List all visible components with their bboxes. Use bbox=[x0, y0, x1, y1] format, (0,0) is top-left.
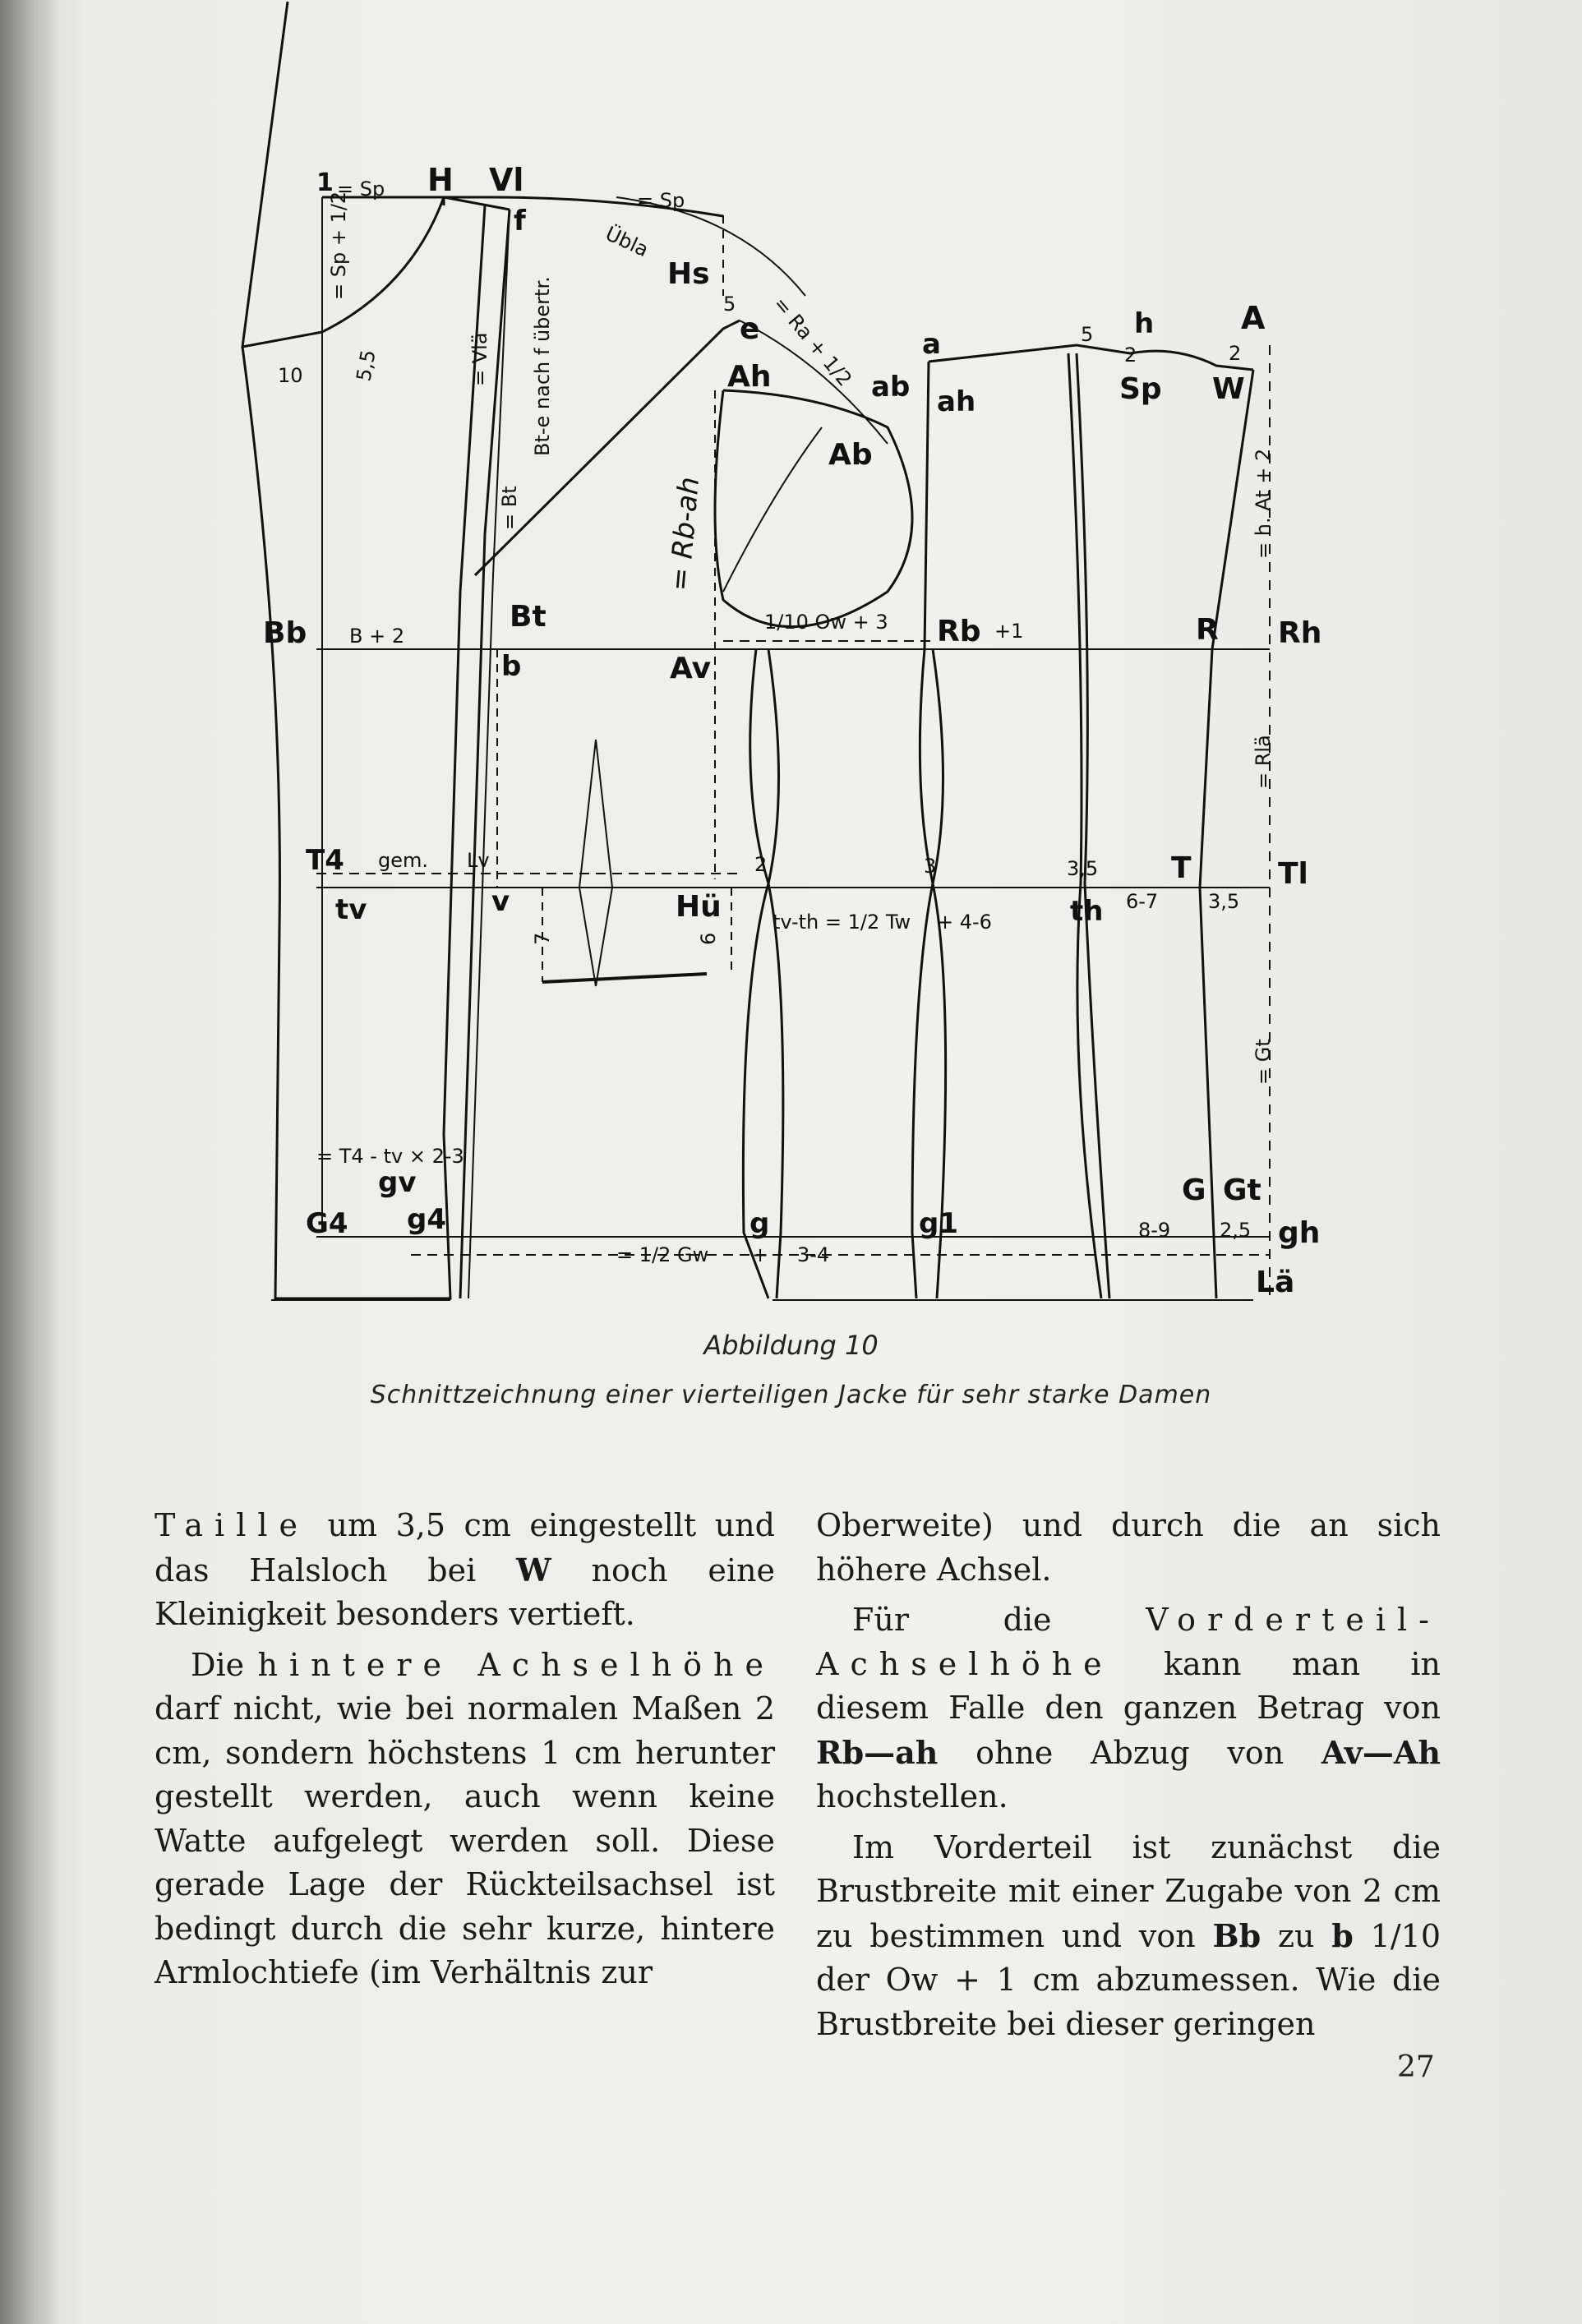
text-run: um 3,5 cm eingestellt und das Halsloch bei bbox=[155, 1507, 775, 1589]
label-g: g bbox=[749, 1207, 770, 1240]
front-right-edge bbox=[1200, 370, 1253, 1298]
label-R: R bbox=[1196, 613, 1219, 647]
label-ra: = Ra + 1/2 bbox=[768, 292, 857, 391]
label-five-b: 5 bbox=[1081, 323, 1094, 346]
label-six: 6 bbox=[697, 932, 720, 945]
spaced-word: Taille bbox=[155, 1507, 309, 1543]
label-hAt: = h. At + 2 bbox=[1252, 448, 1275, 559]
label-Bb: Bb bbox=[263, 616, 307, 650]
label-bt-eq: = Bt bbox=[498, 486, 521, 530]
label-Vl: Vl bbox=[489, 162, 524, 198]
label-threefour: 3-4 bbox=[797, 1243, 830, 1266]
label-e: e bbox=[740, 312, 760, 346]
spaced-word: Vorderteil-Achselhöhe bbox=[816, 1602, 1441, 1682]
label-threefive: 3,5 bbox=[1067, 857, 1099, 880]
label-T4: T4 bbox=[306, 844, 344, 877]
label-Ah: Ah bbox=[727, 360, 772, 394]
label-five-a: 5 bbox=[723, 293, 736, 316]
shoulder-line bbox=[444, 197, 510, 210]
text-run: kann man in diesem Falle den ganzen Betrag von bbox=[816, 1645, 1441, 1726]
label-tvth: tv-th = 1/2 Tw bbox=[773, 911, 911, 934]
label-three: 3 bbox=[924, 855, 937, 878]
label-Tl: Tl bbox=[1278, 857, 1308, 891]
label-gh: gh bbox=[1278, 1216, 1321, 1250]
paragraph bbox=[155, 1504, 775, 1637]
label-a: a bbox=[922, 328, 941, 361]
label-th: th bbox=[1070, 895, 1104, 928]
label-fivefive: 5,5 bbox=[352, 348, 381, 384]
label-bplus: B + 2 bbox=[349, 625, 405, 648]
label-Rh: Rh bbox=[1278, 616, 1322, 650]
label-gem: gem. bbox=[378, 849, 429, 872]
label-f: f bbox=[514, 205, 526, 237]
label-two-a: 2 bbox=[1124, 344, 1137, 367]
text-run: der Ow + 1 cm abzumessen. Wie die Brustbreite bei dieser geringen bbox=[816, 1962, 1441, 2042]
label-two-b: 2 bbox=[1229, 342, 1242, 365]
label-vlae: = Vlä bbox=[468, 332, 491, 386]
spaced-word: hintere Achselhöhe bbox=[257, 1646, 775, 1683]
text-run: darf nicht, wie bei normalen Maßen 2 cm, sondern höchstens 1 cm herunter gestellt werden, auch wenn keine Watte aufgelegt werden soll. Diese gerade Lage der Rückteilsachsel ist bedingt durch die sehr kurze, hintere Armlochtiefe (im Verhältnis zur bbox=[155, 1690, 775, 1990]
text-run: hochstellen. bbox=[816, 1778, 1008, 1814]
label-gv: gv bbox=[378, 1166, 417, 1199]
label-spv: = Sp + 1/2 bbox=[327, 191, 350, 300]
bold-term: b bbox=[1331, 1916, 1354, 1954]
side-panel2-left bbox=[912, 649, 933, 1298]
label-ten: 10 bbox=[278, 364, 303, 387]
paragraph bbox=[816, 1598, 1441, 1819]
label-h: h bbox=[1134, 307, 1155, 340]
label-plus: + bbox=[752, 1243, 769, 1266]
text-run: Oberweite) und durch die an sich höhere Achsel. bbox=[816, 1507, 1441, 1588]
label-Lv: Lv bbox=[467, 849, 490, 872]
text-run: Für die bbox=[852, 1602, 1146, 1638]
label-G4: G4 bbox=[306, 1207, 348, 1240]
label-b: b bbox=[501, 650, 522, 683]
bold-term: Av—Ah bbox=[1321, 1733, 1441, 1771]
front-shoulder bbox=[929, 345, 1253, 370]
label-H: H bbox=[427, 162, 454, 198]
label-sixseven: 6-7 bbox=[1126, 890, 1159, 913]
label-v: v bbox=[491, 885, 510, 918]
bold-term: Rb—ah bbox=[816, 1733, 939, 1771]
bold-term: W bbox=[516, 1551, 551, 1589]
text-run: ohne Abzug von bbox=[938, 1734, 1321, 1771]
label-ah: ah bbox=[937, 385, 976, 418]
label-g1: g1 bbox=[919, 1207, 958, 1240]
label-seven: 7 bbox=[531, 932, 554, 945]
label-T: T bbox=[1171, 851, 1192, 885]
label-halfgw: = 1/2 Gw bbox=[616, 1243, 709, 1266]
label-g4: g4 bbox=[407, 1203, 446, 1236]
fraction: 1/10 bbox=[1353, 1917, 1441, 1954]
label-plus46: + 4-6 bbox=[937, 911, 992, 934]
text-run: Die bbox=[191, 1646, 258, 1683]
label-rbah: = Rb-ah bbox=[663, 475, 707, 593]
paragraph bbox=[816, 1504, 1441, 1592]
label-t4tv: = T4 - tv × 2-3 bbox=[316, 1145, 464, 1168]
label-gt: = Gt bbox=[1252, 1039, 1275, 1085]
label-G: G bbox=[1182, 1174, 1206, 1207]
text-run: zu bbox=[1261, 1917, 1332, 1954]
side-panel2-right bbox=[933, 649, 946, 1298]
label-sp-half: = Sp bbox=[637, 189, 685, 212]
text-column-left bbox=[155, 1504, 775, 2002]
label-1: 1 bbox=[316, 168, 334, 197]
label-tv: tv bbox=[335, 893, 367, 926]
label-La: Lä bbox=[1256, 1266, 1295, 1299]
label-ublae: Übla bbox=[602, 222, 653, 262]
side-panel-left bbox=[743, 649, 768, 1298]
label-eightnine: 8-9 bbox=[1138, 1219, 1171, 1242]
front-left-edge bbox=[925, 362, 929, 649]
text-run: noch eine Kleinigkeit besonders vertieft. bbox=[155, 1552, 775, 1632]
label-Bt: Bt bbox=[510, 600, 547, 634]
label-Hu: Hü bbox=[676, 890, 722, 924]
label-Av: Av bbox=[670, 652, 712, 685]
armhole-chord bbox=[723, 427, 822, 592]
text-run: Im Vorderteil ist zunächst die Brustbreite mit einer Zugabe von 2 cm zu bestimmen und von bbox=[816, 1828, 1441, 1954]
armhole bbox=[715, 390, 912, 627]
label-rlae: = Rlä bbox=[1252, 735, 1275, 789]
label-Hs: Hs bbox=[667, 257, 710, 291]
label-two-c: 2 bbox=[754, 853, 768, 876]
label-Gt: Gt bbox=[1223, 1174, 1261, 1207]
waist-dart bbox=[579, 740, 612, 986]
paragraph bbox=[816, 1826, 1441, 2047]
label-Sp: Sp bbox=[1119, 372, 1162, 406]
label-bte: Bt-e nach f übertr. bbox=[531, 276, 554, 456]
label-W: W bbox=[1212, 372, 1245, 406]
label-A: A bbox=[1241, 300, 1266, 336]
label-twofive: 2,5 bbox=[1220, 1219, 1252, 1242]
pocket-line bbox=[542, 974, 707, 982]
bold-term: Bb bbox=[1212, 1916, 1261, 1954]
label-oneten: 1/10 Ow + 3 bbox=[764, 611, 888, 634]
label-ab: ab bbox=[871, 371, 911, 403]
front-panel-curve bbox=[1068, 353, 1104, 1298]
page-number: 27 bbox=[1397, 2050, 1435, 2084]
label-threefiveb: 3,5 bbox=[1208, 890, 1240, 913]
side-panel-right bbox=[768, 649, 783, 1298]
paragraph bbox=[155, 1644, 775, 1995]
label-plus1: +1 bbox=[994, 620, 1024, 643]
label-Ab: Ab bbox=[828, 438, 873, 472]
label-sp-top: = Sp bbox=[337, 178, 385, 201]
figure-caption: Schnittzeichnung einer vierteiligen Jacke für sehr starke Damen bbox=[370, 1381, 1212, 1409]
text-column-right bbox=[816, 1504, 1441, 2053]
label-Rb: Rb bbox=[937, 615, 981, 648]
figure-number: Abbildung 10 bbox=[703, 1330, 879, 1361]
